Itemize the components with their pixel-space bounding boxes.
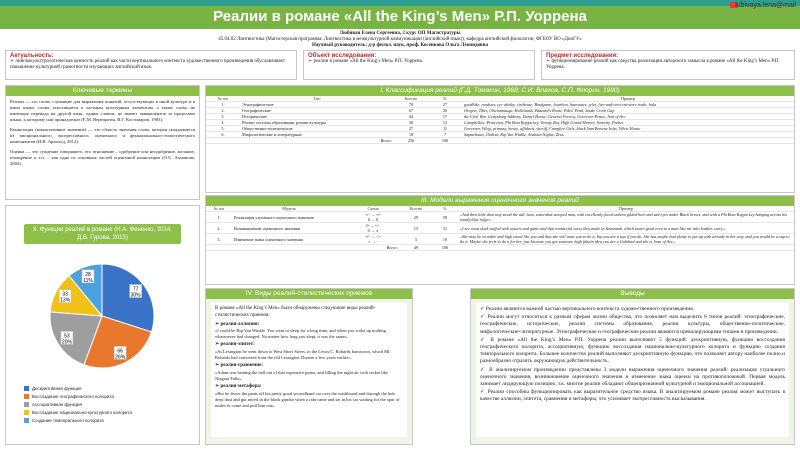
pie-percent-label: 11% bbox=[83, 277, 93, 284]
table2-col-header: Модель bbox=[232, 206, 346, 212]
relevance-text: ➢ лингвокультурологическая ценность реалий как части вертикального контекста художественного произведения обуславливает повышение культурной грамотности изучающих английский язык. bbox=[10, 59, 285, 70]
table2-cell: Изменение знака оценочного значения bbox=[232, 234, 346, 245]
subject-title: Предмет исследования: bbox=[546, 53, 619, 59]
legend-swatch bbox=[24, 410, 29, 415]
email-text: lubivaya.lena@mail bbox=[735, 2, 796, 9]
table2-col-header: % bbox=[432, 206, 458, 212]
legend-item bbox=[24, 408, 132, 416]
poster-title: Реалии в романе «All the King’s Men» Р.П. Уоррена bbox=[213, 8, 587, 25]
pie-value-label: 28 bbox=[85, 271, 91, 278]
table2-col-header: Кол-во bbox=[400, 206, 432, 212]
keyterm-connotation: Коннотация (коннотативное значение) — это область значения слова, которая складывается из эмоционального, экспрессивного, оценочного и функционально-стилистического компонентов (И.В. Арнольд, 2012). bbox=[10, 127, 195, 144]
styles-intro: В романе «All the King’s Men» были обнаружены следующие виды реалий-стилистических приемов: bbox=[215, 306, 376, 318]
table1-col-header: Кол-во bbox=[394, 96, 428, 102]
table1-cell: 27 bbox=[394, 126, 428, 132]
style-item-title: ➢ реалия-сравнение: bbox=[215, 363, 263, 369]
table1-total-cell: 100 bbox=[428, 138, 462, 144]
table2-col-header: Пример bbox=[458, 206, 794, 212]
pie-chart bbox=[6, 254, 199, 384]
relevance-title: Актуальность: bbox=[10, 53, 54, 59]
table1-cell: 5. bbox=[206, 126, 240, 132]
table2-head: III. Модели выражения оценочного значения реалий bbox=[206, 196, 794, 206]
table1-cell: 26 bbox=[428, 108, 462, 114]
object-text: ➢ реалии в романе «All the King’s Men» Р.П. Уоррена. bbox=[308, 59, 423, 64]
relevance-box bbox=[5, 50, 297, 80]
styles-panel bbox=[205, 288, 413, 445]
legend-swatch bbox=[24, 402, 29, 407]
style-item-quote: «Adam was beating the hell out of that expensive piano, and filling the night air with racket like Niagara Falls». bbox=[215, 369, 388, 381]
table2-row bbox=[206, 223, 794, 234]
table2-cell: «I see roast duck stuffed with oysters and game and that wonderful curry they make in Savannah, which tastes good even to a man like me who loathes curry». bbox=[458, 223, 794, 234]
relevance-body: лингвокультурологическая ценность реалий как части вертикального контекста художественного произведения обуславливает повышение культурной грамотности изучающих английский язык. bbox=[10, 59, 285, 70]
table2-cell: 3. bbox=[206, 234, 232, 245]
table1-cell: 3. bbox=[206, 114, 240, 120]
authors-line1: Любивая Елена Сергеевна, 2 курс ОП Магистратуры bbox=[339, 31, 461, 36]
keyterms-panel bbox=[5, 85, 200, 200]
table1-cell: Реалии системы образования, реалии культуры bbox=[240, 120, 394, 126]
pie-value-label: 66 bbox=[117, 348, 123, 355]
table1-cell: Campbellite, Princeton, Phi Beta Kappa key, Varsity Rat, High Grand Shriner, Sorority, Parker bbox=[462, 120, 794, 126]
table2-total-cell bbox=[458, 245, 794, 251]
table1-cell: 12 bbox=[428, 120, 462, 126]
pie-percent-label: 30% bbox=[130, 292, 141, 299]
table2-cell: «She may be so noble and high toned like you and that she will want you to do it, but you are a sap if you do. She has maybe had plenty to put up with already in her way, and you would be a sap to do it. Maybe she feels to do it for her, just because you got someone high falutin idea you are a Galahad and she is Joan of Arc». bbox=[458, 234, 794, 245]
table1-total-cell bbox=[206, 138, 240, 144]
pie-value-label: 53 bbox=[64, 333, 70, 340]
conclusions-head: Выводы bbox=[471, 289, 794, 299]
table2-cell: 0 → +/- 0 → ± bbox=[346, 223, 400, 234]
keyterms-body bbox=[6, 96, 199, 170]
conclusion-item: ✓ Реалии являются важной частью вертикального контекста художественного произведения. bbox=[480, 306, 695, 312]
table1-cell: Исторические bbox=[240, 114, 394, 120]
table1-col-header: № п/п bbox=[206, 96, 240, 102]
table1-cell: 11 bbox=[428, 126, 462, 132]
legend-label: Дескриптивная функция bbox=[32, 385, 82, 391]
table1-cell: Географические bbox=[240, 108, 394, 114]
table1-total-cell bbox=[462, 138, 794, 144]
table1-cell: Общественно-политические bbox=[240, 126, 394, 132]
legend-label: Воссоздание географического колорита bbox=[32, 393, 114, 399]
authors-line3: Научный руководитель: д-р филол. наук, проф. Косенкова Ольга Леонидовна bbox=[312, 43, 488, 48]
table1-cell: 6. bbox=[206, 132, 240, 138]
table2-col-header: Схема bbox=[346, 206, 400, 212]
table2-cell: 15 bbox=[400, 223, 432, 234]
table2-total-cell: Всего: bbox=[346, 245, 400, 251]
styles-head: IV. Виды реалий-стилистических приемов bbox=[206, 289, 412, 299]
table1-cell: Governor, Whig, primary, bowie, affidavit, sheriff, Campfire Girls, black Sam Browne belts, White House bbox=[462, 126, 794, 132]
subject-body: функционирование реалий как средства реализации авторского замысла в романе «All the King’s Men» Р.П. Уоррена. bbox=[546, 59, 780, 70]
table2-cell: Возникновение оценочного значения bbox=[232, 223, 346, 234]
table2-cell: 2. bbox=[206, 223, 232, 234]
table2-cell: 5 bbox=[400, 234, 432, 245]
styles-body bbox=[211, 303, 407, 437]
style-item-quote: «But he drove the pants off his pretty good secondhand car over the washboard and through the hub deep dust and gut mired in the black gumbo when a rain came and set in his car waiting for the spur of mules to come and pull him out». bbox=[215, 390, 400, 408]
legend-item bbox=[24, 416, 132, 424]
table1-col-header: Тип bbox=[240, 96, 394, 102]
conclusion-item: ✓ В романе «All the King’s Men» Р.П. Уоррена реалии выполняют 5 функций: дескриптивную, функцию воссоздания географического колорита, ассоциативную, функцию воссоздания национально-культурного колорита и функцию создания темпорального колорита. Большее количество реалий выполняют дескриптивную функцию, что позволяет автору наиболее полно и разнообразно отразить окружающую действительность. bbox=[480, 336, 785, 365]
styles-list bbox=[215, 322, 403, 409]
object-title: Объект исследования: bbox=[308, 53, 377, 59]
table1-total-cell: 256 bbox=[394, 138, 428, 144]
pie-panel bbox=[5, 205, 200, 445]
table1-col-header: % bbox=[428, 96, 462, 102]
table2-panel bbox=[205, 195, 795, 285]
keyterm-evaluation: Оценка — это суждение говорящего, его отношение – одобрение или неодобрение, желание, поощрение и т.п. – как одна из основных частей оценочной коннотации (О.С. Ахманова, 2004). bbox=[10, 149, 195, 166]
style-item-quote: «I could be Rip Van Winkle. You went to sleep for a long time, and when you woke up nothing whatsoever had changed. No matter how long you slept, it was the same». bbox=[215, 328, 386, 340]
pie-legend bbox=[24, 384, 132, 424]
table2-total-cell bbox=[232, 245, 346, 251]
table1-cell: 70 bbox=[394, 102, 428, 108]
style-item-title: ➢ реалия-эпитет: bbox=[215, 342, 255, 348]
table1-total-cell: Всего: bbox=[240, 138, 394, 144]
classification-table bbox=[206, 96, 794, 144]
table1-cell: 67 bbox=[394, 108, 428, 114]
table2-total-cell: 49 bbox=[400, 245, 432, 251]
table2-total-cell: 100 bbox=[432, 245, 458, 251]
table2-total-row bbox=[206, 245, 794, 251]
subject-text: ➢ функционирование реалий как средства реализации авторского замысла в романе «All the King’s Men» Р.П. Уоррена. bbox=[546, 59, 780, 70]
object-box bbox=[303, 50, 535, 80]
legend-label: Создание темпорального колорита bbox=[32, 417, 104, 423]
table1-cell: the Civil War, Gettysburg Address, Daniel Boone, General Forrest, Governor Pettus, Join of Arc bbox=[462, 114, 794, 120]
pie-percent-label: 20% bbox=[61, 339, 72, 346]
table2-row bbox=[206, 234, 794, 245]
legend-item bbox=[24, 400, 132, 408]
table2-cell: Реализация узуального оценочного значения bbox=[232, 212, 346, 223]
conclusion-item: ✓ В анализируемом произведении представлены 3 модели выражения оценочного значения реалий: реализация узуального оценочного значения, возникновение оценочного значения и изменение знака оценки на противоположный. Первая модель занимает лидирующую позицию, т.к. многие реалии обладают общепризнанной культурной и эмоциональной ассоциацией. bbox=[480, 366, 785, 388]
keyterm-realia: Реалии — это слова, служащие для выражения понятий, отсутствующих в иной культуре и в ином языке, слова, относящиеся к частным культурным элементам, а также слова, не имеющие перевода на другой язык, одним словом, не имеют эквивалентов за пределами языка, к которому они принадлежат (Е.М. Верещагин, В.Г. Костомаров, 1983). bbox=[10, 99, 195, 122]
table2-row bbox=[206, 212, 794, 223]
table2-cell: 59 bbox=[432, 212, 458, 223]
conclusions-list bbox=[476, 303, 789, 437]
table1-cell: Sapmchuan, Oulleur, Rip Van Winkle, Arabian Nights, Zeus bbox=[462, 132, 794, 138]
table1-cell: 4. bbox=[206, 120, 240, 126]
table1-cell: Этнографические bbox=[240, 102, 394, 108]
table1-panel bbox=[205, 85, 795, 193]
conclusions-panel bbox=[470, 288, 795, 445]
style-item-title: ➢ реалия-аллюзия: bbox=[215, 321, 260, 327]
table1-cell: 17 bbox=[428, 114, 462, 120]
pie-percent-label: 13% bbox=[60, 297, 71, 304]
table1-cell: 18 bbox=[394, 132, 428, 138]
pie-value-label: 33 bbox=[62, 291, 68, 298]
table1-cell: 7 bbox=[428, 132, 462, 138]
table1-cell: 44 bbox=[394, 114, 428, 120]
table1-cell: 2. bbox=[206, 108, 240, 114]
keyterms-head: Ключевые термины bbox=[6, 86, 199, 96]
table2-cell: «And then little doorway stood the tall, lean, somewhat stooped man, with excellently faced unbent gilded hair and sad eyes under Black brows, and with a Phi Beta Kappa key hanging across his sturdy blue ridge». bbox=[458, 212, 794, 223]
table2-cell: +/- → -/+ + → - bbox=[346, 234, 400, 245]
table1-total-row bbox=[206, 138, 794, 144]
object-body: реалии в романе «All the King’s Men» Р.П. Уоррена. bbox=[313, 59, 423, 64]
table1-cell: 1. bbox=[206, 102, 240, 108]
table2-cell: 29 bbox=[400, 212, 432, 223]
table2-col-header: № п/п bbox=[206, 206, 232, 212]
table1-cell: 30 bbox=[394, 120, 428, 126]
conclusion-item: ✓ Реалии способны функционировать как выразительное средство языка. В анализируемом романе реалия может выступать в качестве аллюзии, эпитета, сравнения и метафоры, что усиливает экспрессивность высказывания. bbox=[480, 389, 785, 403]
style-item-quote: «At Lexington he went down to West Short Street, to the Lewis C. Robards barracoon, which Mr. Robards had converted from the old Lexington Theatre a few years earlier». bbox=[215, 349, 391, 361]
table2-total-cell bbox=[206, 245, 232, 251]
table1-col-header: Пример bbox=[462, 96, 794, 102]
authors-line2: 45.04.02 Лингвистика (Магистерская программа: Лингвистика в межкультурной коммуникации (английский язык)), кафедра английской филологии, ФГБОУ ВО «ДонГУ» bbox=[218, 37, 582, 42]
legend-swatch bbox=[24, 386, 29, 391]
legend-item bbox=[24, 392, 132, 400]
table1-head: I. Классификация реалий (Г.Д. Томахин, 1988; С.И. Влахов, С.П. Флорин, 1980) bbox=[206, 86, 794, 96]
pie-head: II. Функции реалий в романе (Н.А. Фененко, 2014; Д.В. Гурова, 2015) bbox=[24, 224, 181, 244]
subject-box bbox=[541, 50, 795, 80]
pie-percent-label: 26% bbox=[115, 354, 126, 361]
legend-item bbox=[24, 384, 132, 392]
table2-cell: 31 bbox=[432, 223, 458, 234]
table2-cell: 1. bbox=[206, 212, 232, 223]
pie-value-label: 77 bbox=[132, 286, 139, 293]
table1-cell: Мифологические и литературные bbox=[240, 132, 394, 138]
authors-block bbox=[0, 31, 800, 49]
table1-cell: Oregon, Tiber, Chickamauga, Hollelands, Buzzard's Roost, Pikes' Peak, Snake Creek Gap bbox=[462, 108, 794, 114]
legend-swatch bbox=[24, 418, 29, 423]
style-item-title: ➢ реалия-метафора: bbox=[215, 383, 262, 389]
conclusion-item: ✓ Реалии могут относиться к разным сферам жизни общества, что позволяет нам выделить 6 типов реалий: этнографические, географические, исторические, реалии системы образования, реалии культуры, общественно-политические, мифологические+литературные. Этнографические и географические реалии являются превалирующими типами в произведении. bbox=[480, 314, 785, 335]
table1-cell: 27 bbox=[428, 102, 462, 108]
legend-swatch bbox=[24, 394, 29, 399]
table2-cell: +/- → +/- 0 → 0 bbox=[346, 212, 400, 223]
table2-cell: 10 bbox=[432, 234, 458, 245]
legend-label: Ассоциативная функция bbox=[32, 401, 82, 407]
legend-label: Воссоздание национально-культурного колорита bbox=[32, 409, 132, 415]
table1-cell: goodbike, roadster, rye whisky, cirthouse, Bindgame, bourbon, haurantes, tyles, five-and-ten-cent-store trade, hula bbox=[462, 102, 794, 108]
models-table bbox=[206, 206, 794, 251]
